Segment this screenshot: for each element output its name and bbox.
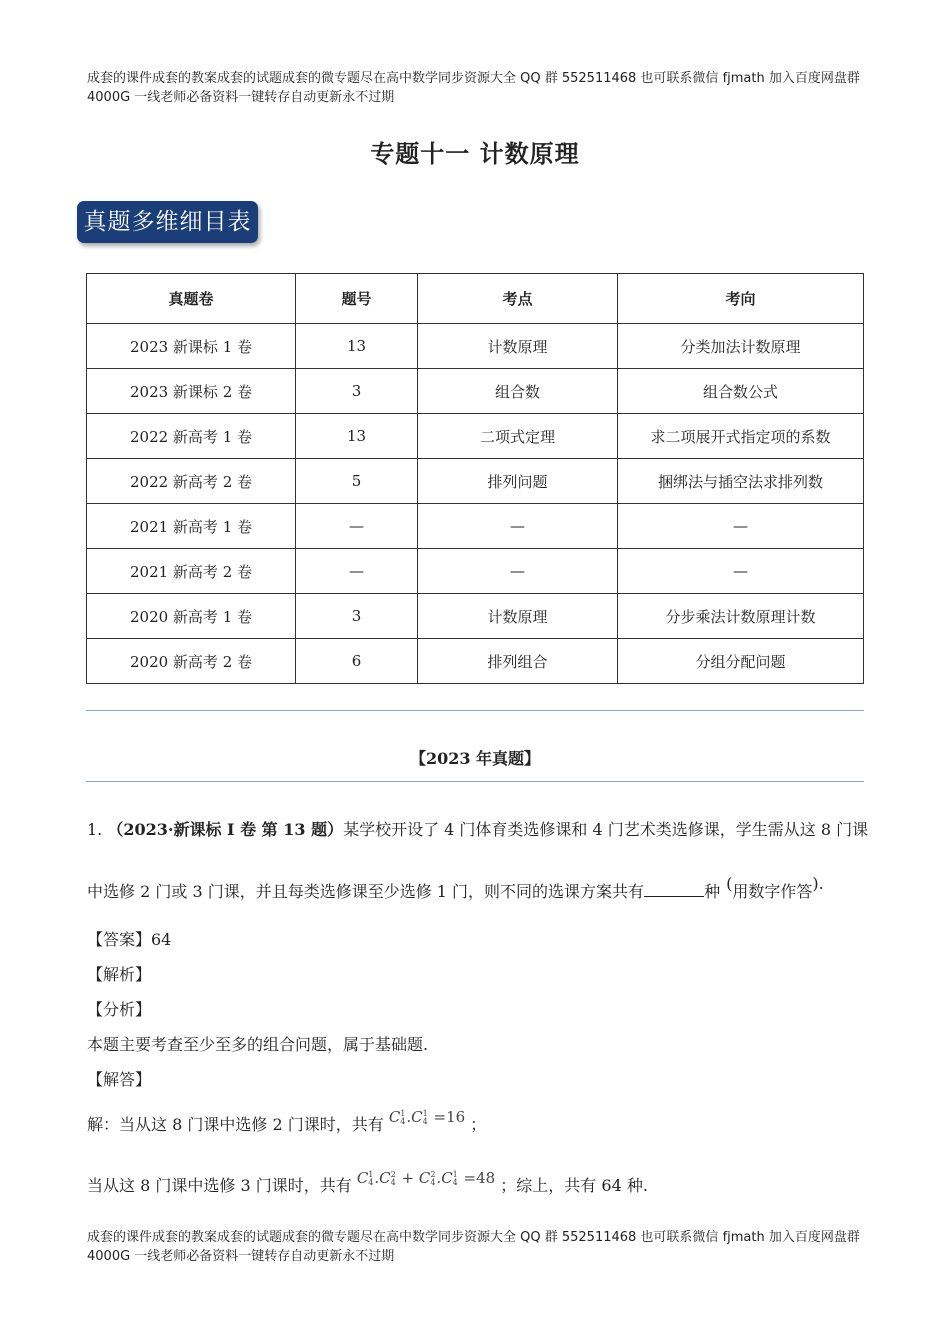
answer-blank — [644, 880, 704, 897]
divider-bottom — [86, 781, 864, 782]
question-text: 种 — [704, 882, 721, 901]
table-cell: 2020 新高考 1 卷 — [87, 594, 296, 639]
table-cell: 2022 新高考 1 卷 — [87, 414, 296, 459]
table-cell: 2022 新高考 2 卷 — [87, 459, 296, 504]
header-note: 成套的课件成套的教案成套的试题成套的微专题尽在高中数学同步资源大全 QQ 群 552511468 也可联系微信 fjmath 加入百度网盘群 4000G 一线老师必备资料一键转存自动更新永不过期 — [87, 71, 860, 105]
table-cell: 分类加法计数原理 — [618, 324, 864, 369]
fenxi-text: 本题主要考查至少至多的组合问题，属于基础题. — [87, 1035, 429, 1054]
solution-text: 解：当从这 8 门课中选修 2 门课时，共有 — [87, 1115, 384, 1134]
table-row — [87, 369, 864, 414]
solution-line-2 — [87, 1169, 648, 1197]
question-text: 某学校开设了 4 门体育类选修课和 4 门艺术类选修课，学生需从这 8 门课 — [343, 820, 869, 839]
table-row — [87, 549, 864, 594]
paren-open: ( — [726, 874, 733, 893]
formula-result: =16 — [433, 1108, 466, 1126]
solution-text: ；综上，共有 64 种. — [500, 1176, 648, 1195]
question-number: 1. — [87, 820, 103, 839]
table-cell: 2023 新课标 2 卷 — [87, 369, 296, 414]
table-row — [87, 459, 864, 504]
table-cell: 组合数 — [418, 369, 618, 414]
question-line-1 — [87, 819, 868, 841]
jieda-label: 【解答】 — [87, 1070, 152, 1089]
column-header: 真题卷 — [87, 274, 296, 324]
table-cell: 排列组合 — [418, 639, 618, 684]
table-cell: 分步乘法计数原理计数 — [618, 594, 864, 639]
table-cell: 二项式定理 — [418, 414, 618, 459]
question-text: 中选修 2 门或 3 门课，并且每类选修课至少选修 1 门，则不同的选课方案共有 — [87, 882, 645, 901]
table-cell: 求二项展开式指定项的系数 — [618, 414, 864, 459]
paren-close: ). — [812, 874, 824, 893]
formula-result: =48 — [463, 1169, 496, 1187]
column-header: 考向 — [618, 274, 864, 324]
table-cell: 2021 新高考 1 卷 — [87, 504, 296, 549]
table-cell: — — [418, 504, 618, 549]
solution-text: ； — [470, 1115, 487, 1134]
table-cell: 计数原理 — [418, 594, 618, 639]
table-cell: 2020 新高考 2 卷 — [87, 639, 296, 684]
table-cell: 分组分配问题 — [618, 639, 864, 684]
column-header: 考点 — [418, 274, 618, 324]
solution-line-1 — [87, 1108, 487, 1136]
analysis-label: 【解析】 — [87, 965, 152, 984]
table-cell: 排列问题 — [418, 459, 618, 504]
table-cell: — — [418, 549, 618, 594]
table-cell: — — [296, 549, 418, 594]
table-cell: 3 — [296, 369, 418, 414]
table-cell: 13 — [296, 414, 418, 459]
table-cell: 6 — [296, 639, 418, 684]
fenxi-label: 【分析】 — [87, 1000, 152, 1019]
table-cell: 组合数公式 — [618, 369, 864, 414]
combination-formula: C 1 4 .C 1 4 =16 — [388, 1108, 466, 1126]
table-cell: 2021 新高考 2 卷 — [87, 549, 296, 594]
table-cell: 2023 新课标 1 卷 — [87, 324, 296, 369]
divider-top — [86, 710, 864, 711]
table-row — [87, 639, 864, 684]
table-cell: — — [618, 504, 864, 549]
table-cell: 3 — [296, 594, 418, 639]
answer-line: 【答案】64 — [87, 930, 172, 949]
table-row — [87, 594, 864, 639]
table-cell: 计数原理 — [418, 324, 618, 369]
table-cell: — — [618, 549, 864, 594]
year-heading: 【2023 年真题】 — [409, 749, 541, 768]
question-source: （2023·新课标 I 卷 第 13 题） — [107, 820, 344, 839]
paren-text: 用数字作答 — [732, 882, 813, 901]
table-cell: 5 — [296, 459, 418, 504]
table-cell: 13 — [296, 324, 418, 369]
solution-text: 当从这 8 门课中选修 3 门课时，共有 — [87, 1176, 352, 1195]
table-row — [87, 324, 864, 369]
combination-formula: C 1 4 .C 2 4 + C 2 4 .C 1 4 =48 — [356, 1169, 496, 1187]
table-row — [87, 414, 864, 459]
page-title: 专题十一 计数原理 — [370, 139, 580, 168]
table-header-row — [87, 274, 864, 324]
footer-note: 成套的课件成套的教案成套的试题成套的微专题尽在高中数学同步资源大全 QQ 群 552511468 也可联系微信 fjmath 加入百度网盘群 4000G 一线老师必备资料一键转存自动更新永不过期 — [87, 1230, 860, 1264]
table-row — [87, 504, 864, 549]
column-header: 题号 — [296, 274, 418, 324]
exam-overview-table — [86, 273, 864, 684]
table-cell: 捆绑法与插空法求排列数 — [618, 459, 864, 504]
table-cell: — — [296, 504, 418, 549]
section-badge: 真题多维细目表 — [77, 201, 258, 243]
question-line-2 — [87, 874, 824, 903]
